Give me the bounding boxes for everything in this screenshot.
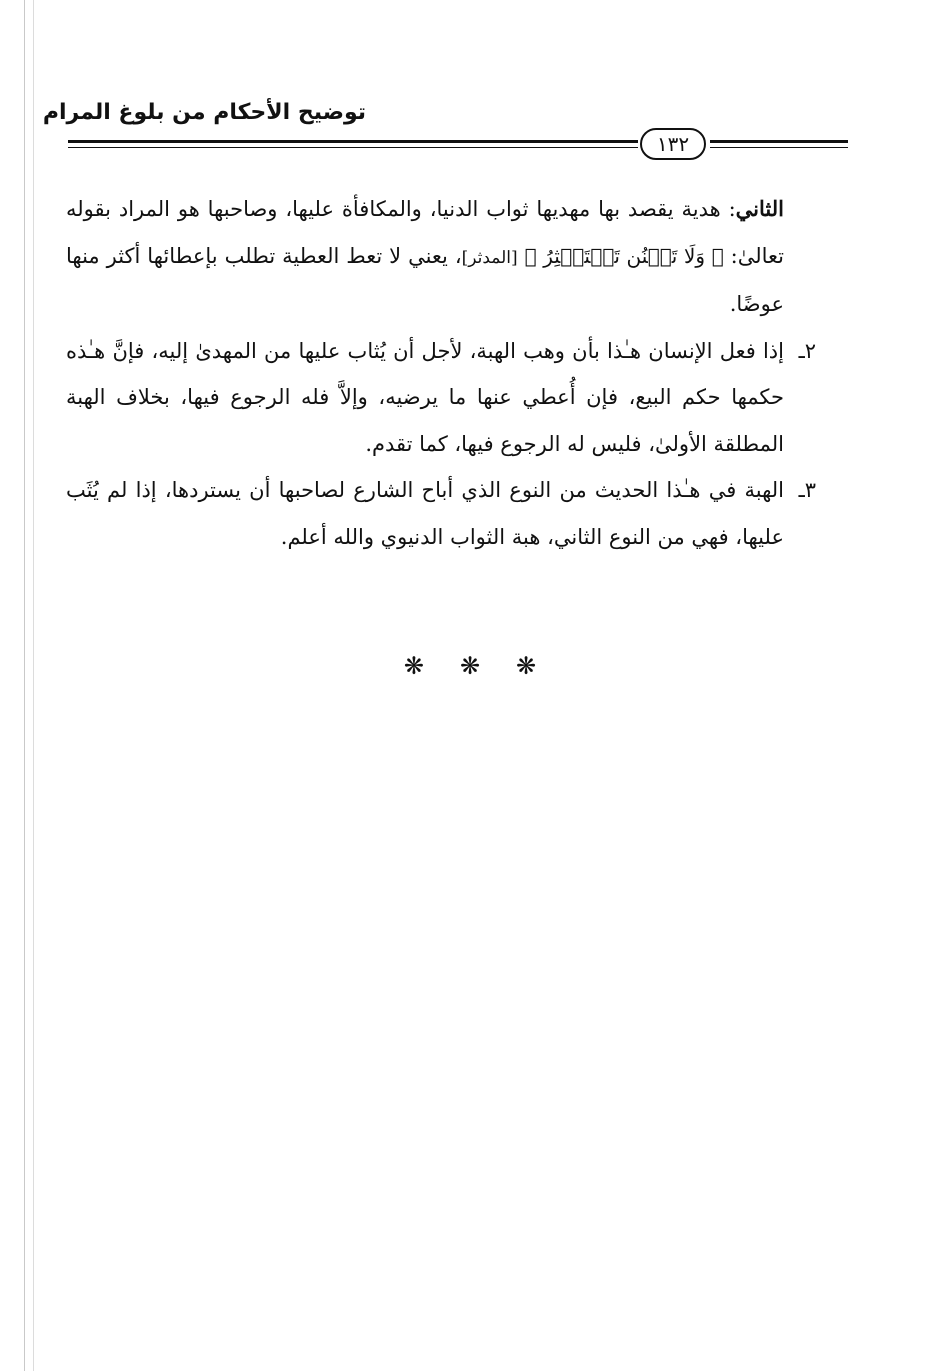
item-number: ٣ـ bbox=[798, 478, 816, 502]
note-text: ، يعني لا تعط العطية تطلب بإعطائها أكثر منها عوضًا. bbox=[66, 243, 784, 316]
page-body bbox=[66, 186, 816, 560]
list-item bbox=[66, 467, 816, 560]
note-term: الثاني bbox=[735, 196, 784, 221]
header-rule bbox=[710, 140, 848, 143]
header-rule bbox=[710, 147, 848, 148]
running-head bbox=[42, 92, 848, 182]
page-number: ١٣٢ bbox=[640, 128, 706, 160]
asterism-icon: ❋ bbox=[516, 652, 537, 680]
note-text: : هدية يقصد بها مهديها ثواب الدنيا، والمكافأة عليها، وصاحبها هو المراد بقوله تعالىٰ: bbox=[66, 197, 784, 268]
item-text: الهبة في هـٰذا الحديث من النوع الذي أباح الشارع لصاحبها أن يستردها، إذا لم يُثَب عليها، فهي من النوع الثاني، هبة الثواب الدنيوي والله أعلم. bbox=[66, 478, 784, 549]
surah-reference: [المدثر] bbox=[461, 247, 518, 268]
quran-verse: ﴿ وَلَا تَمۡنُن تَسۡتَكۡثِرُ ﴾ bbox=[524, 243, 724, 268]
asterism-icon: ❋ bbox=[403, 652, 424, 680]
scan-edge-line bbox=[33, 0, 34, 1371]
scan-edge-line bbox=[24, 0, 25, 1371]
note-paragraph bbox=[66, 186, 816, 328]
item-text: إذا فعل الإنسان هـٰذا بأن وهب الهبة، لأجل أن يُثاب عليها من المهدىٰ إليه، فإنَّ هـٰذه حكمها حكم البيع، فإن أُعطي عنها ما يرضيه، وإلاَّ فله الرجوع فيها، بخلاف الهبة المطلقة الأولىٰ، فليس له الرجوع فيها، كما تقدم. bbox=[66, 338, 784, 456]
item-number: ٢ـ bbox=[798, 338, 816, 363]
header-rule bbox=[68, 140, 638, 143]
asterism-icon: ❋ bbox=[459, 652, 481, 680]
section-separator bbox=[0, 652, 940, 680]
book-title: توضيح الأحكام من بلوغ المرام bbox=[42, 100, 366, 125]
list-item bbox=[66, 328, 816, 468]
header-rule bbox=[68, 147, 638, 148]
